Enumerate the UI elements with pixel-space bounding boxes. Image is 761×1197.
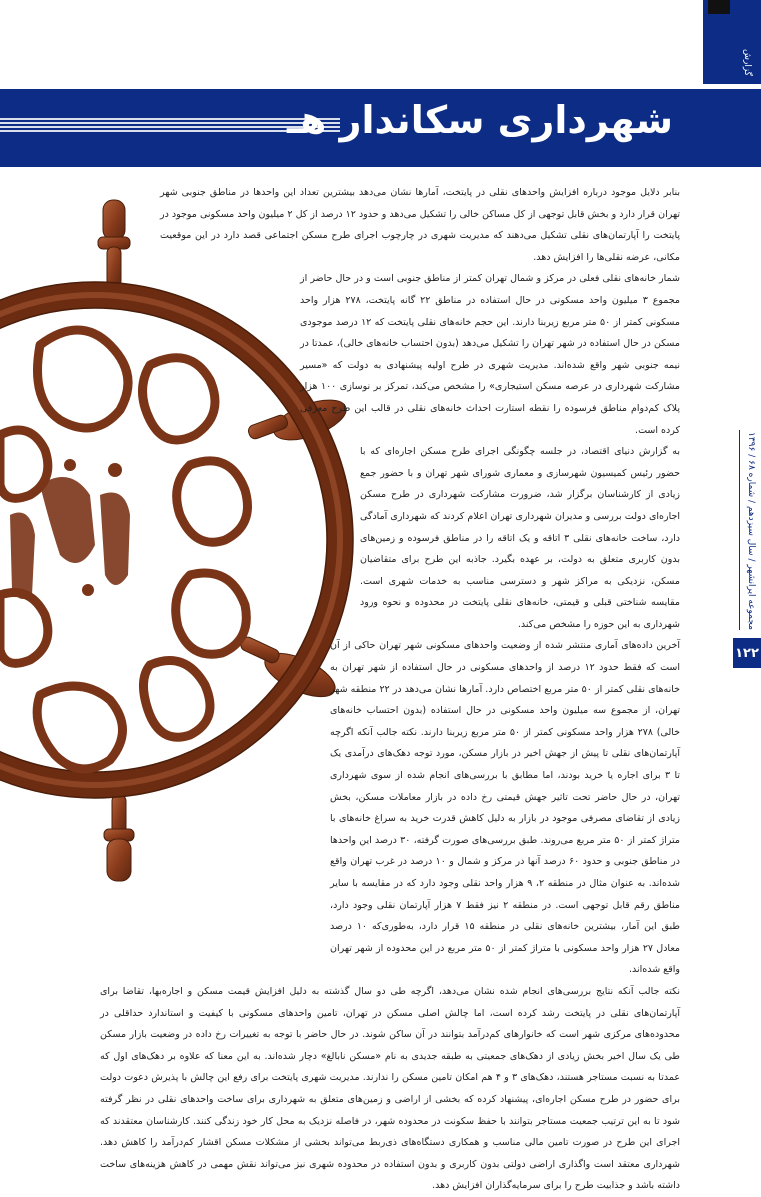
paragraph: شمار خانه‌های نقلی فعلی در مرکز و شمال تهران کمتر از مناطق جنوبی است و در حال حاضر از مجموع ۳ میلیون واحد مسکونی در حال استفاده در مناطق ۲۲ گانه پایتخت، ۲۷۸ هزار واحد مسکونی کمتر از ۵۰ متر مربع زیربنا دارند. این حجم خانه‌های نقلی پایتخت که ۱۲ درصد موجودی مسکن در حال استفاده در شهر تهران را تشکیل می‌دهد (بدون احتساب خانه‌های خالی)، عمدتا در نیمه جنوبی شهر واقع شده‌اند. مدیریت شهری در طرح اولیه پیشنهادی به دولت که «مسیر مشارکت شهرداری در عرصه مسکن استیجاری» را مشخص می‌کند، تمرکز بر نوسازی ۱۰۰ هزار پلاک کم‌دوام مناطق فرسوده را نقطه استارت احداث خانه‌های نقلی در قالب این طرح معرفی کرده است. [300,273,681,436]
magazine-info: مجموعه ایرانشهر / سال سیزدهم / شماره ۶۸ / ۱۳۹۶ [746,431,756,630]
paragraph: نکته جالب آنکه نتایج بررسی‌های انجام شده نشان می‌دهد، اگرچه طی دو سال گذشته به دلیل افزایش قیمت مسکن و اجاره‌بها، تقاضا برای آپارتمان‌های نقلی در پایتخت رشد کرده است، اما چالش اصلی مسکن در تهران، تامین واحدهای مسکونی با کیفیت و استاندارد حداقلی در محدوده‌های مرکزی شهر است که خانوارهای کم‌درآمد بتوانند در آن ساکن شوند. در حال حاضر با توجه به تغییرات رخ داده در وضعیت بازار مسکن طی یک سال اخیر بخش زیادی از دهک‌های جمعیتی به طبقه جدیدی به نام «مسکن نابالغ» دچار شده‌اند. به این معنا که علاوه بر دهک‌های اول که عمدتا به نسبت مستاجر هستند، دهک‌های ۳ و ۴ هم امکان تامین مسکن را ندارند. مدیریت شهری پایتخت برای رفع این چالش با پذیرش دعوت دولت برای حضور در طرح مسکن اجاره‌ای، پیشنهاد کرده که بخشی از اراضی و زمین‌های متعلق به شهرداری برای ساخت واحدهای نقلی در نظر گرفته شود تا به این ترتیب جمعیت مستاجر بتوانند با حفظ سکونت در محدوده شهر، در فاصله نزدیک به محل کار خود زندگی کنند. کارشناسان معتقدند که اجرای این طرح در صورت تامین مالی مناسب و همکاری دستگاه‌های ذی‌ربط می‌تواند بخشی از مشکلات مسکن اقشار کم‌درآمد را کاهش دهد. شهرداری معتقد است واگذاری اراضی دولتی بدون کاربری و بدون استفاده در محدوده شهری نیز می‌تواند نقش مهمی در کاهش هزینه‌های ساخت داشته باشد و جذابیت طرح را برای سرمایه‌گذاران افزایش دهد. [100,985,680,1192]
paragraph: به گزارش دنیای اقتصاد، در جلسه چگونگی اجرای طرح مسکن اجاره‌ای که با حضور رئیس کمیسیون شهرسازی و معماری شورای شهر تهران و با حضور جمع زیادی از کارشناسان برگزار شد، ضرورت مشارکت شهرداری در طرح مسکن اجاره‌ای دولت بررسی و مدیران شهرداری تهران اعلام کردند که شهرداری آمادگی دارد، ساخت خانه‌های نقلی ۳ اتاقه و یک اتاقه را در مناطق فرسوده و زمین‌های بدون کاربری متعلق به دولت، بر عهده بگیرد. جاذبه این طرح برای متقاضیان مسکن، نزدیکی به مراکز شهر و دسترسی مناسب به خدمات شهری است. مقایسه شناختی قبلی و قیمتی، خانه‌های نقلی پایتخت در محدوده و نحوه ورود شهرداری به این حوزه را مشخص می‌کند. [360,446,680,630]
side-divider [739,430,740,630]
paragraph: بنابر دلایل موجود درباره افزایش واحدهای نقلی در پایتخت، آمارها نشان می‌دهد بیشترین تعداد این واحدها در مناطق جنوبی شهر تهران قرار دارد و بخش قابل توجهی از کل مساکن خالی را تشکیل می‌دهد و حدود ۱۲ درصد از کل ۲ میلیون واحد مسکونی موجود در پایتخت را آپارتمان‌های نقلی تشکیل می‌دهند که مدیریت شهری در چارچوب اجرای طرح مسکن اجتماعی قصد دارد در این موقعیت مکانی، عرضه نقلی‌ها را افزایش دهد. [160,187,680,263]
tab-accent-bar [708,0,730,14]
page-number: ۱۲۲ [733,638,761,668]
section-tab-label: گزارش [742,48,752,76]
article-headline: شهرداری سکاندار هـ [287,98,673,142]
paragraph: آخرین داده‌های آماری منتشر شده از وضعیت واحدهای مسکونی شهر تهران حاکی از آن است که فقط حدود ۱۲ درصد از واحدهای مسکونی در حال استفاده از شهر تهران به خانه‌های نقلی کمتر از ۵۰ متر مربع اختصاص دارد. آمارها نشان می‌دهد در ۲۲ منطقه شهر تهران، از مجموع سه میلیون واحد مسکونی در حال استفاده (بدون احتساب خانه‌های خالی) ۲۷۸ هزار واحد مسکونی کمتر از ۵۰ متر مربع زیربنا دارند. نکته جالب آنکه اگرچه آپارتمان‌های نقلی تا پیش از جهش اخیر در بازار مسکن، مورد توجه دهک‌های درآمدی یک تا ۳ برای اجاره یا خرید بودند، اما مطابق با بررسی‌های انجام شده از سوی شهرداری تهران، در حال حاضر تحت تاثیر جهش قیمتی رخ داده در بازار معاملات مسکن، بخش زیادی از تقاضای مصرفی موجود در بازار به دلیل کاهش قدرت خرید به سراغ خانه‌های با متراژ کمتر از ۵۰ متر مربع می‌روند. طبق بررسی‌های صورت گرفته، ۳۰ درصد این واحدها در مناطق جنوبی و حدود ۶۰ درصد آنها در مرکز و شمال و ۱۰ درصد در غرب تهران واقع شده‌اند. به عنوان مثال در منطقه ۲، ۹ هزار واحد نقلی وجود دارد که در مقایسه با سایر مناطق رقم قابل توجهی است. در منطقه ۲ نیز فقط ۷ هزار آپارتمان نقلی وجود دارد، طبق این آمار، بیشترین خانه‌های نقلی در منطقه ۱۵ قرار دارد، به‌طوری‌که ۱۰ درصد معادل ۲۷ هزار واحد مسکونی با متراژ کمتر از ۵۰ متر مربع در این محدوده از شهر تهران واقع شده‌اند. [330,640,680,976]
article-body [60,182,681,1192]
